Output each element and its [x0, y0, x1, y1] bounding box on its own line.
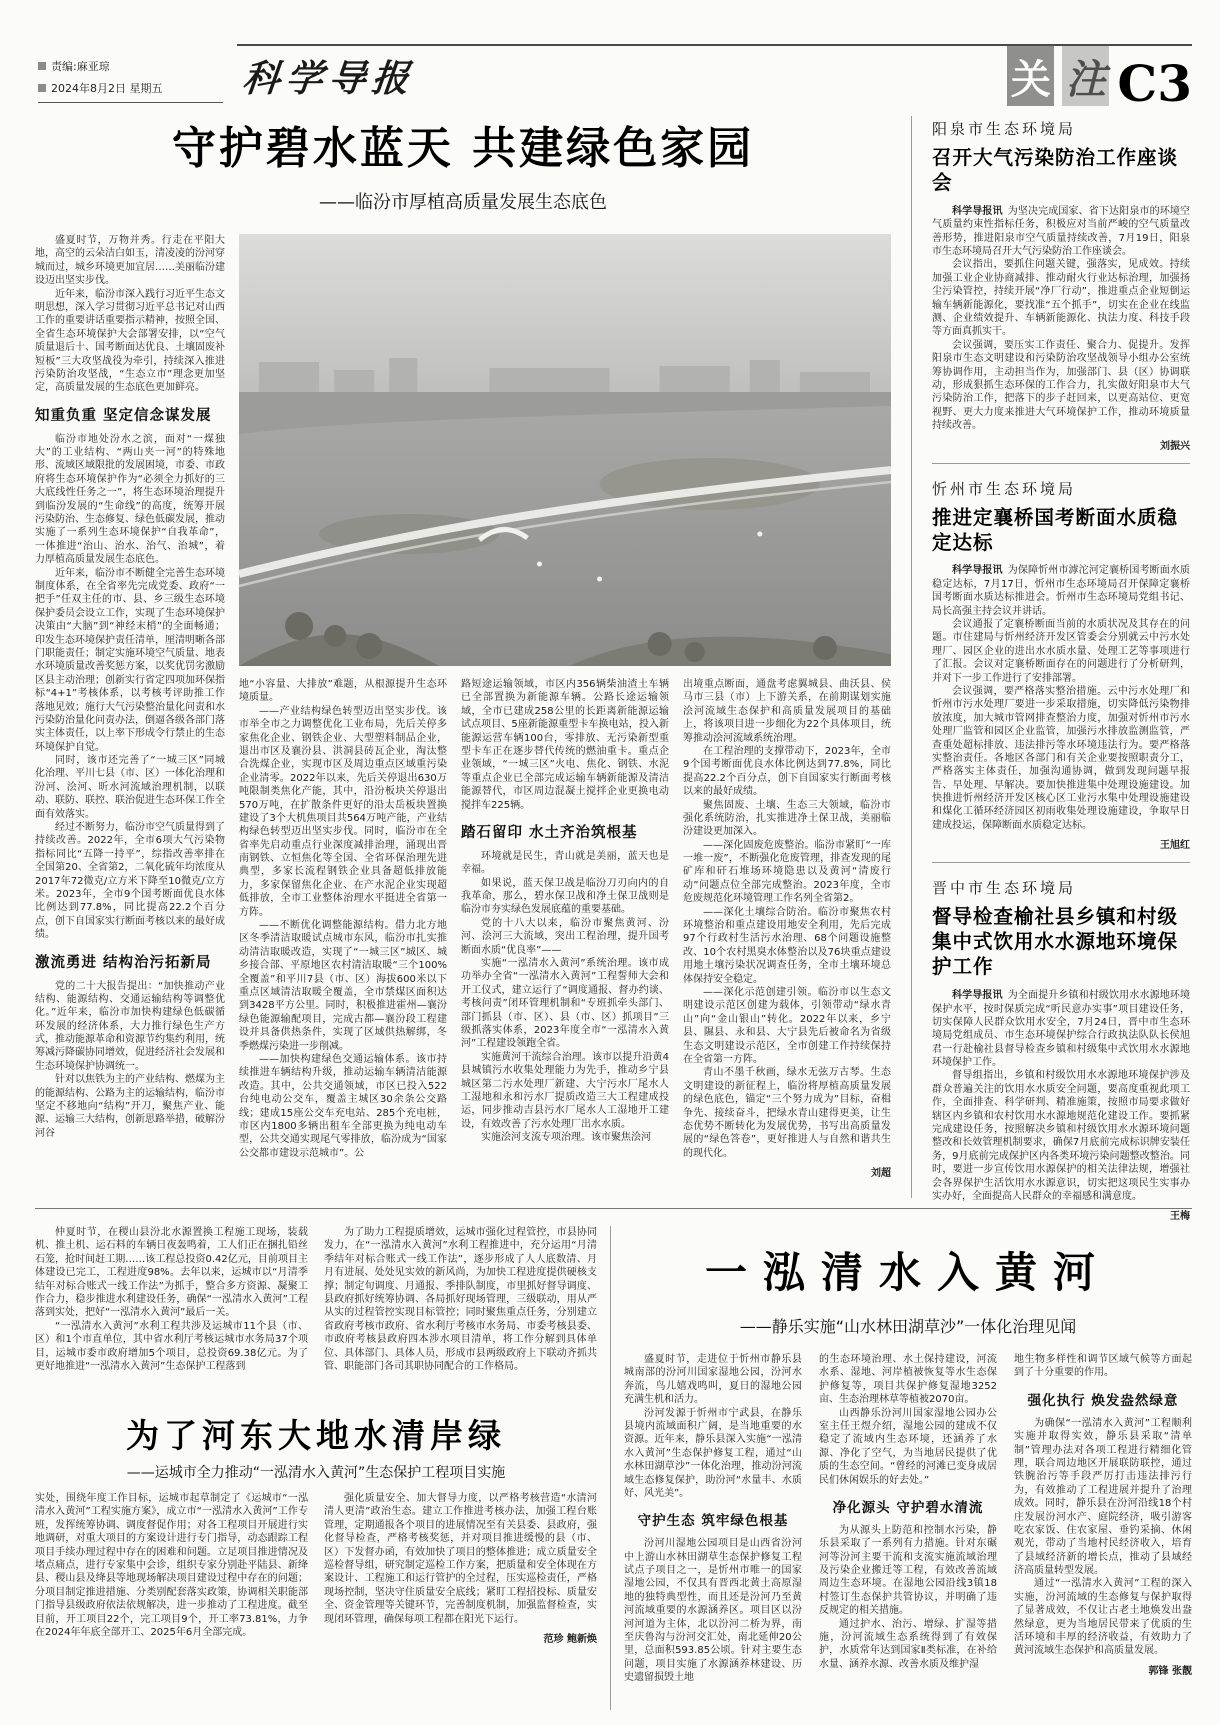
paragraph: 会议强调，要压实工作责任、聚合力、促提升。发挥阳泉市生态文明建设和污染防治攻坚战领导小组办公室统筹协调作用，主动担当作为，加强部门、县（区）协调联动，形成狠抓生态环保的工作合力，扎实做好阳泉市大气污染防治工作，把落下的步子赶回来，以更高站位、更宽视野、更大力度来推进大气环境保护工作，推动环境质量持续改善。 — [932, 339, 1190, 432]
bullet-square-icon — [38, 84, 46, 92]
paragraph: ——深化固废危废整治。临汾市紧盯“一库一堆一废”，不断强化危废管理，排查发现的尾矿库和矸石堆场环境隐患以及黄河“清废行动”问题点位全部完成整治。2023年度，全市危废规范化环境管理工作名列全省第2。 — [683, 839, 891, 905]
paragraph: ——深化示范创建引领。临汾市以生态文明建设示范区创建为载体，引领带动“绿水青山”向“金山银山”转化。2022年以来，乡宁县、隰县、永和县、大宁县先后被命名为省级生态文明建设示范区，全市创建工作持续保持在全省第一方阵。 — [683, 986, 891, 1065]
bureau-dept-name: 晋中市生态环境局 — [932, 879, 1077, 898]
jingle-col-1 — [624, 1353, 802, 1705]
byline: 王梅 — [1170, 1211, 1190, 1223]
paragraph: 汾河发源于忻州市宁武县，在静乐县境内流域面积广阔，是当地重要的水资源。近年来，静乐县深入实施“一泓清水入黄河”生态保护修复工程，通过“山水林田湖草沙”一体化治理，推动汾河流域生态修复保护，助汾河“水量丰、水质好、风光美”。 — [624, 1407, 802, 1499]
section-heading: 激流勇进 结构治污拓新局 — [35, 954, 212, 971]
paragraph: 党的十八大以来，临汾市聚焦黄河、汾河、浍河三大流域，突出工程治理，提升国考断面水质“优良率”—— — [461, 917, 669, 956]
paragraph: 地生物多样性和调节区域气候等方面起到了十分重要的作用。 — [1014, 1354, 1192, 1379]
byline: 王旭红 — [1160, 840, 1190, 852]
section-divider — [35, 1208, 1192, 1209]
yuncheng-top-col-2 — [324, 1226, 597, 1398]
paragraph: 近年来，临汾市不断健全完善生态环境制度体系，在全省率先完成党委、政府“一把手”任双主任的市、县、乡三级生态环境保护委员会设立工作，实现了生态环境保护决策由“大脑”到“神经末梢”的全面畅通；印发生态环境保护责任清单，厘清明晰各部门职能责任；制定实施环境空气质量、地表水环境质量改善奖惩方案，以奖优罚劣激励区县主动治理；创新实行省定四项加环保指标“4+1”考核体系，以考核考评助推工作落地见效；施行大气污染整治量化问责和水污染防治量化问责办法，倒逼各级各部门落实主体责任，以上率下形成令行禁止的生态环境保护自觉。 — [35, 567, 225, 753]
paragraph: ——产业结构绿色转型迈出坚实步伐。该市举全市之力调整优化工业布局，先后关停多家焦化企业、钢铁企业、大型塑料制品企业，退出市区及襄汾县、洪洞县砖瓦企业，淘汰整合洗煤企业，实现市区及周边重点区域重污染企业清零。2022年以来，先后关停退出630万吨限制类焦化产能，其中，沿汾板块关停退出570万吨，在扩散条件更好的沿太岳板块置换建设了3个大机焦项目共564万吨产能，产业结构绿色转型迈出坚实步伐。同时，临汾市在全省率先启动重点行业深度减排治理，涌现出晋南钢铁、立恒焦化等全国、全省环保治理先进典型，多家长流程钢铁企业具备超低排放能力，多家保留焦化企业、在产水泥企业实现超低排放，全市工业整体治理水平挺进全省第一方阵。 — [239, 705, 447, 918]
section-tag-char-1: 关 — [1007, 46, 1054, 106]
paragraph: 督导组指出，乡镇和村级饮用水水源地环境保护涉及群众普遍关注的饮用水水质安全问题，要高度重视此项工作，全面排查、科学研判、精准施策，按照市局要求做好辖区内乡镇和农村饮用水水源地规范化建设工作。要抓紧完成建设任务，按照解决乡镇和村级饮用水水源环境问题整改和长效管理机制要求，确保7月底前完成标识牌安装任务，9月底前完成保护区内各类环境污染问题整改整治。同时，要进一步宣传饮用水源保护的相关法律法规，增强社会各界保护生活饮用水水源意识，切实把这项民生实事办实办好，全面提高人民群众的幸福感和满意度。 — [932, 1070, 1190, 1202]
paragraph: 环境就是民生，青山就是美丽，蓝天也是幸福。 — [461, 850, 669, 876]
paragraph: 科学导报讯 为坚决完成国家、省下达阳泉市的环境空气质量约束性指标任务，积极应对当前严峻的空气质量改善形势，推进阳泉市空气质量持续改善，7月19日，阳泉市生态环境局召开大气污染防治工作座谈会。 — [932, 205, 1191, 258]
paragraph: 在工程治理的支撑带动下，2023年，全市9个国考断面优良水体比例达到77.8%，同比提高22.2个百分点，创下自国家实行断面考核以来的最好成绩。 — [683, 745, 891, 798]
byline: 范珍 鲍新焕 — [543, 1633, 597, 1645]
paragraph: 实处，围绕年度工作目标，运城市起草制定了《运城市“一泓清水入黄河”工程实施方案》，成立市“一泓清水入黄河”工作专班，发挥统筹协调、调度督促作用；对各工程项目开展进行实地调研，对重大项目的方案设计进行专门指导，动态跟踪工程项目手续办理过程中存在的困难和问题。立足项目推进情况及堵点痛点，进行专家集中会诊，组织专家分别赴平陆县、新绛县、稷山县及绛县等地现场解决项目建设过程中存在的问题；分项目制定推进措施、分类别配套落实政策，协调相关职能部门指导县级政府依法依规解决，进一步推动了工程进度。截至目前，开工项目22个，完工项目9个，开工率73.81%，力争在2024年年底全部开工、2025年6月全部完成。 — [35, 1493, 308, 1638]
bureau-article-xinzhou — [932, 463, 1190, 852]
lead-subtitle: ——临汾市厚植高质量发展生态底色 — [319, 192, 607, 213]
paragraph: ——不断优化调整能源结构。借力北方地区冬季清洁取暖试点城市东风，临汾市扎实推动清洁取暖改造，实现了“一城三区”城区、城乡接合部、平原地区农村清洁取暖“三个100%全覆盖”和平川7县（市、区）海拔600米以下重点区域清洁取暖全覆盖，全市禁煤区面积达到3428平方公里。同时，积极推进霍州—襄汾绿色能源输配项目，完成古都—襄汾段工程建设并具备供热条件，实现了区域供热解绑，冬季燃煤污染进一步削减。 — [239, 920, 447, 1052]
jingle-headline: 一泓清水入黄河 — [704, 1248, 1111, 1297]
lead-column-4 — [683, 678, 891, 1186]
bureau-article-jinzhong — [932, 862, 1190, 1222]
bottom-section — [35, 1226, 1192, 1710]
paragraph: 科学导报讯 为保障忻州市滹沱河定襄桥国考断面水质稳定达标，7月17日，忻州市生态环境局召开保障定襄桥国考断面水质达标推进会。忻州市生态环境局党组书记、局长高强主持会议并讲话。 — [932, 565, 1191, 617]
paragraph: 出境重点断面，通盘考虑翼城县、曲沃县、侯马市三县（市）上下游关系，在前期谋划实施浍河流域生态保护和高质量发展项目的基础上，将该项目进一步细化为22个具体项目，统筹推动浍河流域系统治理。 — [683, 679, 891, 744]
yuncheng-headline: 为了河东大地水清岸绿 — [126, 1416, 506, 1455]
bureau-body — [932, 205, 1190, 452]
section-heading: 守护生态 筑牢绿色根基 — [637, 1513, 789, 1530]
paragraph: 聚焦固废、土壤、生态三大领域，临汾市强化系统防治，扎实推进净土保卫战，美丽临汾建设更加深入。 — [683, 799, 891, 838]
paragraph: 如果说，蓝天保卫战是临汾刀刃向内的自我革命，那么，碧水保卫战和净土保卫战则是临汾市夯实绿色发展底蕴的重要基础。 — [461, 877, 669, 916]
vertical-divider — [911, 116, 912, 1198]
paragraph: 强化质量安全、加大督导力度，以严格考核营造“水清河清人更清”政治生态。建立工作推进考核办法，加强工程台账管理，定期通报各个项目的进展情况至有关县委、县政府，强化督导检查，严格考核奖惩，并对项目推进缓慢的县（市、区）下发督办函，有效加快了项目的整体推进；成立质量安全巡检督导组，研究制定巡检工作方案，把质量和安全体现在方案设计、工程施工和运行管护的全过程，压实巡检责任，严格现场控制，坚决守住质量安全底线；紧盯工程招投标、质量安全、资金管理等关键环节，完善制度机制，加强监督检查，实现闭环管理，确保每项工程都在阳光下运行。 — [324, 1493, 597, 1625]
bureau-dept-name: 阳泉市生态环境局 — [932, 120, 1077, 138]
paragraph: 通过“一泓清水入黄河”工程的深入实施，汾河流域的生态修复与保护取得了显著成效，不仅让古老土地焕发出盎然绿意，更为当地居民带来了优质的生活环境和丰厚的经济收益，有效助力了黄河流域生态保护和高质量发展。 — [1014, 1578, 1192, 1657]
paragraph: 通过护水、治污、增绿、扩湿等措施，汾河流域生态系统得到了有效保护，水质常年达到国家Ⅱ类标准，在补给水量、涵养水源、改善水质及维护湿 — [819, 1618, 997, 1670]
paragraph: 临汾市地处汾水之滨，面对“一煤独大”的工业结构、“两山夹一河”的特殊地形、流域区域限批的发展困境，市委、市政府将生态环境保护作为“必须全力抓好的三大底线性任务之一”，将生态环境治理提升到临汾发展的“生命线”的高度，统筹开展污染防治、生态修复、绿色低碳发展，推动实施了一系列生态环境保护“自我革命”，一体推进“治山、治水、治气、治城”，着力厚植高质量发展生态底色。 — [35, 433, 225, 566]
paragraph: 同时，该市还完善了“一城三区”同城化治理、平川七县（市、区）一体化治理和汾河、浍河、昕水河流域治理机制，以联动、联防、联控、联治促进生态环保工作全面有效落实。 — [35, 755, 225, 820]
issue-date: 2024年8月2日 星期五 — [51, 82, 163, 95]
paragraph: 为确保“一泓清水入黄河”工程顺利实施并取得实效，静乐县采取“清单制”管理办法对各项工程进行精细化管理，联合周边地区开展联防联控，通过铁腕治污等手段严厉打击违法排污行为，有效推动了工程进展并提升了治理成效。同时，静乐县在汾河沿线18个村庄发展汾河水产、庭院经济，吸引游客吃农家饭、住农家屋、垂钓采摘、休闲观光，带动了当地村民经济收入，培育了县域经济新的增长点，推动了县域经济高质量转型发展。 — [1014, 1417, 1192, 1577]
jingle-subtitle: ——静乐实施“山水林田湖草沙”一体化治理见闻 — [739, 1317, 1077, 1336]
bureau-body — [932, 989, 1190, 1222]
lead-column-3 — [461, 678, 669, 1186]
bureau-headline: 督导检查榆社县乡镇和村级集中式饮用水水源地环境保护工作 — [932, 905, 1179, 979]
river-park-photo-illustration — [239, 234, 891, 666]
paragraph: 为从源头上防范和控制水污染，静乐县采取了一系列有力措施。针对东碾河等汾河主要干流和支流实施流域治理及污染企业搬迁等工程，有效改善流域周边生态环境。在湿地公园沿线3镇18村签订生态保护共管协议，并明确了违反规定的相关措施。 — [819, 1524, 997, 1617]
paragraph: 针对以焦铁为主的产业结构、燃煤为主的能源结构、公路为主的运输结构，临汾市坚定不移地向“结构”开刀，聚焦产业、能源、运输三大结构，创新思路举措，破解汾河谷 — [35, 1074, 225, 1139]
section-heading: 踏石留印 水土齐治筑根基 — [461, 824, 638, 841]
yuncheng-top-col-1 — [35, 1226, 308, 1398]
paragraph: 地“小容量、大排放”难题，从根源提升生态环境质量。 — [239, 679, 447, 704]
section-heading: 知重负重 坚定信念谋发展 — [35, 407, 212, 424]
lead-article — [35, 112, 891, 1202]
paragraph: 汾河川湿地公园项目是山西省汾河中上游山水林田湖草生态保护修复工程试点子项目之一，是忻州市唯一的国家湿地公园，不仅具有晋西北黄土高原湿地的独特典型性，而且还是汾河乃至黄河流域重要的水源涵养区。项目区以汾河河道为主体，北以汾河二桥为界，南至庆鲁沟与汾河交汇处，南北延伸20公里，总面积593.85公顷。针对主要生态问题，项目实施了水源涵养林建设、历史遗留损毁土地 — [624, 1538, 802, 1684]
section-heading: 净化源头 守护碧水清流 — [832, 1499, 984, 1516]
paragraph: 盛夏时节，走进位于忻州市静乐县城南部的汾河川国家湿地公园，汾河水奔流，鸟儿嬉戏鸣叫，夏日的湿地公园充满生机和活力。 — [624, 1354, 802, 1406]
paragraph: 青山不墨千秋画，绿水无弦万古琴。生态文明建设的新征程上，临汾将厚植高质量发展的绿色底色，锚定“三个努力成为”目标，奋楫争先、接续奋斗，把绿水青山建得更美，让生态优势不断转化为发展优势，书写出高质量发展的“绿色答卷”，更好推进人与自然和谐共生的现代化。 — [683, 1067, 891, 1159]
byline: 刘振兴 — [1160, 440, 1190, 452]
paragraph: 近年来，临汾市深入践行习近平生态文明思想，深入学习贯彻习近平总书记对山西工作的重要讲话重要指示精神，按照全国、全省生态环境保护大会部署安排，以“空气质量退后十、国考断面达优良、土壤固废补短板”三大攻坚战役为牵引，持续深入推进污染防治攻坚战，“生态立市”理念更加坚定，高质量发展的生态底色更加鲜亮。 — [35, 288, 225, 394]
paragraph: 盛夏时节，万物并秀。行走在平阳大地，高空的云朵洁白如玉，清凌凌的汾河穿城而过，城乡环境更加宜居……美丽临汾建设迈出坚实步伐。 — [35, 235, 225, 287]
paragraph: 为了助力工程提质增效，运城市强化过程管控，市县协同发力，在“一泓清水入黄河”水利工程推进中，充分运用“月清季结年对标合账式一线工作法”，逐步形成了人人底数清、月月有进展、处处见实效的新风尚，为加快工程进度提供硬核支撑；制定旬调度、月通报、季排队制度，市里抓好督导调度、县政府抓好统筹协调、各局抓好现场管理，三级联动，用从严从实的过程管控实现目标管控；同时聚焦重点任务，分别建立省政府考核市政府、省水利厅考核市水务局、市委考核县委、市政府考核县政府四本涉水项目清单，将工作分解到具体单位、具体部门、具体人员，形成市县两级政府上下联动齐抓共管、职能部门各司其职协同配合的工作格局。 — [324, 1227, 597, 1372]
jingle-col-2 — [819, 1353, 997, 1705]
editor-name: 责编:麻亚琼 — [51, 60, 110, 73]
bureau-headline: 召开大气污染防治工作座谈会 — [932, 146, 1179, 194]
byline: 郭锋 张靓 — [1148, 1665, 1192, 1677]
yuncheng-bottom-columns — [35, 1492, 597, 1694]
paragraph: 实施浍河支流专项治理。该市聚焦浍河 — [481, 1132, 651, 1144]
bureau-body — [932, 564, 1190, 851]
jingle-columns — [624, 1353, 1192, 1705]
bullet-square-icon — [38, 62, 46, 70]
paragraph: 仲夏时节，在稷山县汾北水源置换工程施工现场，装载机、推土机、运石料的车辆日夜轰鸣着，工人们正在捆扎铅丝石笼，抢时间赶工期……该工程总投资0.42亿元，目前项目主体建设已完工，工程进度98%。去年以来，运城市以“月清季结年对标合账式一线工作法”为抓手，整合多方资源、凝聚工作合力，稳步推进水利建设任务，确保“一泓清水入黄河”工程落到实处，把好“一泓清水入黄河”最后一关。 — [35, 1227, 308, 1319]
bureau-article-yangquan — [932, 118, 1190, 452]
paragraph: ——深化土壤综合防治。临汾市聚焦农村环境整治和重点建设用地安全利用，先后完成97个行政村生活污水治理、68个问题设施整改、10个农村黑臭水体整治以及76块重点建设用地土壤污染状况调查任务，全市土壤环境总体保持安全稳定。 — [683, 906, 891, 985]
yuncheng-top-columns — [35, 1226, 597, 1398]
date-line — [38, 77, 223, 103]
page-number: C3 — [1117, 54, 1192, 113]
jingle-article — [624, 1226, 1192, 1710]
paragraph: 会议通报了定襄桥断面当前的水质状况及其存在的问题。市住建局与忻州经济开发区管委会分别就云中污水处理厂、园区企业的进出水水质水量、处理工艺等事项进行了汇报。会议对定襄桥断面存在的问题进行了分析研判，并对下一步工作进行了安排部署。 — [932, 619, 1190, 684]
paragraph: 科学导报讯 为全面提升乡镇和村级饮用水水源地环境保护水平，按时保质完成“听民意办实事”项目建设任务，切实保障人民群众饮用水安全，7月24日，晋中市生态环境局党组成员、市生态环境保护综合行政执法队队长侯旭君一行赴榆社县督导检查乡镇和村级集中式饮用水水源地环境保护工作。 — [932, 990, 1191, 1069]
paragraph: ——加快构建绿色交通运输体系。该市持续推进车辆结构升级，推动运输车辆清洁能源改造。其中，公共交通领域，市区已投入522台纯电动公交车，覆盖主城区30余条公交路线；建成15座公交车充电站、285个充电桩，市区内1800多辆出租车全部更换为纯电动车型，公共交通实现尾气零排放，临汾成为“国家公交都市建设示范城市”。公 — [239, 1053, 447, 1159]
lede-photo — [239, 234, 891, 666]
yuncheng-article — [35, 1226, 597, 1710]
bureau-news-rail — [932, 110, 1191, 1223]
paragraph: 实施黄河干流综合治理。该市以提升沿黄4县城镇污水收集处理能力为先手，推动乡宁县城区第二污水处理厂新建、大宁污水厂尾水人工湿地和永和污水厂提质改造三大工程建成投运，同步推动吉县污水厂尾水人工湿地开工建设，有效改善了污水处理厂出水水质。 — [461, 1051, 669, 1130]
lead-lower-columns — [239, 678, 891, 1186]
paragraph: 会议指出，要抓住问题关键，强落实，见成效。持续加强工业企业协商减排、推动耐火行业达标治理，加强扬尘污染管控，持续开展“净厂行动”，推进重点企业短倒运输车辆新能源化，要找准“五个抓手”，切实在企业在线监测、企业绩效提升、车辆新能源化、执法力度、科技手段等方面真抓实干。 — [932, 259, 1190, 338]
paragraph: 的生态环境治理、水土保持建设，河流水系、湿地、河岸植被恢复等水生态保护修复等，项目共保护修复湿地3252亩、生态治理林草等植被2070亩。 — [819, 1354, 997, 1406]
paragraph: 会议强调，要严格落实整治措施。云中污水处理厂和忻州市污水处理厂要进一步采取措施，切实降低污染物排放浓度，加大城市管网排查整治力度，加强对忻州市污水处理厂监管和园区企业监管，加强污水排放监测监管，严查重处超标排放、违法排污等水环境违法行为。要严格落实整治责任。各地区各部门和有关企业要按照职责分工，严格落实主体责任，加强沟通协调，做到发现问题早报告、早处理、早解决。要加快推进集中处理设施建设。加快推进忻州经济开发区核心区工业污水集中处理设施建设和煤化工循环经济园区初雨收集处理设施建设，争取早日建成投运，保障断面水质稳定达标。 — [932, 685, 1190, 831]
section-heading: 强化执行 焕发盎然绿意 — [1027, 1392, 1179, 1409]
yuncheng-bottom-col-2 — [324, 1492, 597, 1694]
vertical-divider — [610, 1226, 611, 1710]
paragraph: 路短途运输领域，市区内356辆柴油渣土车辆已全部置换为新能源车辆。公路长途运输领域，全市已建成258公里的长距离新能源运输试点项目、5座新能源重型卡车换电站，投入新能源运营车辆100台，零排放、无污染新型重型卡车正在逐步替代传统的燃油重卡。重点企业领域，“一城三区”火电、焦化、钢铁、水泥等重点企业已全部完成运输车辆新能源及清洁能源替代，市区周边混凝土搅拌企业更换电动搅拌车225辆。 — [461, 679, 669, 811]
section-tag-group — [1007, 46, 1192, 113]
byline: 刘超 — [871, 1168, 891, 1180]
bureau-dept-name: 忻州市生态环境局 — [932, 479, 1077, 498]
jingle-col-3 — [1014, 1353, 1192, 1705]
yuncheng-bottom-col-1 — [35, 1492, 308, 1694]
lead-headline: 守护碧水蓝天 共建绿色家园 — [171, 123, 755, 174]
lead-column-1 — [35, 234, 225, 1192]
paragraph: 党的二十大报告提出：“加快推动产业结构、能源结构、交通运输结构等调整优化。”近年来，临汾市加快构建绿色低碳循环发展的经济体系，大力推行绿色生产方式，推动能源革命和资源节约集约利用，统筹减污降碳协同增效，促进经济社会发展和生态环境保护协调统一。 — [35, 980, 225, 1072]
masthead-logo: 科学导报 — [240, 56, 417, 100]
section-tag-char-2: 注 — [1062, 46, 1109, 106]
masthead-meta — [38, 55, 223, 103]
lead-body — [35, 234, 891, 1192]
paragraph: 山西静乐汾河川国家湿地公园办公室主任王煜介绍，湿地公园的建成不仅稳定了流域内生态环境，还涵养了水源、净化了空气，为当地居民提供了优质的生态空间。“曾经的河滩已变身成居民们休闲娱乐的好去处。” — [819, 1407, 997, 1486]
paragraph: 经过不断努力，临汾市空气质量得到了持续改善。2022年，全市6项大气污染物指标同比“五降一持平”，综指改善率排在全国第20、全省第2，二氧化硫年均浓度从2017年72微克/立方米下降至10微克/立方米。2023年，全市9个国考断面优良水体比例达到77.8%，同比提高22.2个百分点，创下自国家实行断面考核以来的最好成绩。 — [35, 822, 225, 941]
lead-right-block — [239, 234, 891, 1192]
lead-column-2 — [239, 678, 447, 1186]
bureau-headline: 推进定襄桥国考断面水质稳定达标 — [932, 505, 1179, 554]
editor-line — [38, 55, 223, 77]
yuncheng-subtitle: ——运城市全力推动“一泓清水入黄河”生态保护工程项目实施 — [126, 1465, 506, 1481]
paragraph: 实施“一泓清水入黄河”系统治理。该市成功举办全省“一泓清水入黄河”工程誓师大会和开工仪式，建立运行了“调度通报、督办约谈、考核问责”闭环管理机制和“专班抓牵头部门、部门抓县（市、区）、县（市、区）抓项目”三级抓落实体系，2023年度全市“一泓清水入黄河”工程建设领跑全省。 — [461, 958, 669, 1050]
paragraph: “一泓清水入黄河”水利工程共涉及运城市11个县（市、区）和1个市直单位，其中省水利厅考核运城市水务局37个项目，运城市委市政府增加5个项目，总投资69.38亿元。为了更好地推进“一泓清水入黄河”生态保护工程落到 — [35, 1320, 308, 1372]
